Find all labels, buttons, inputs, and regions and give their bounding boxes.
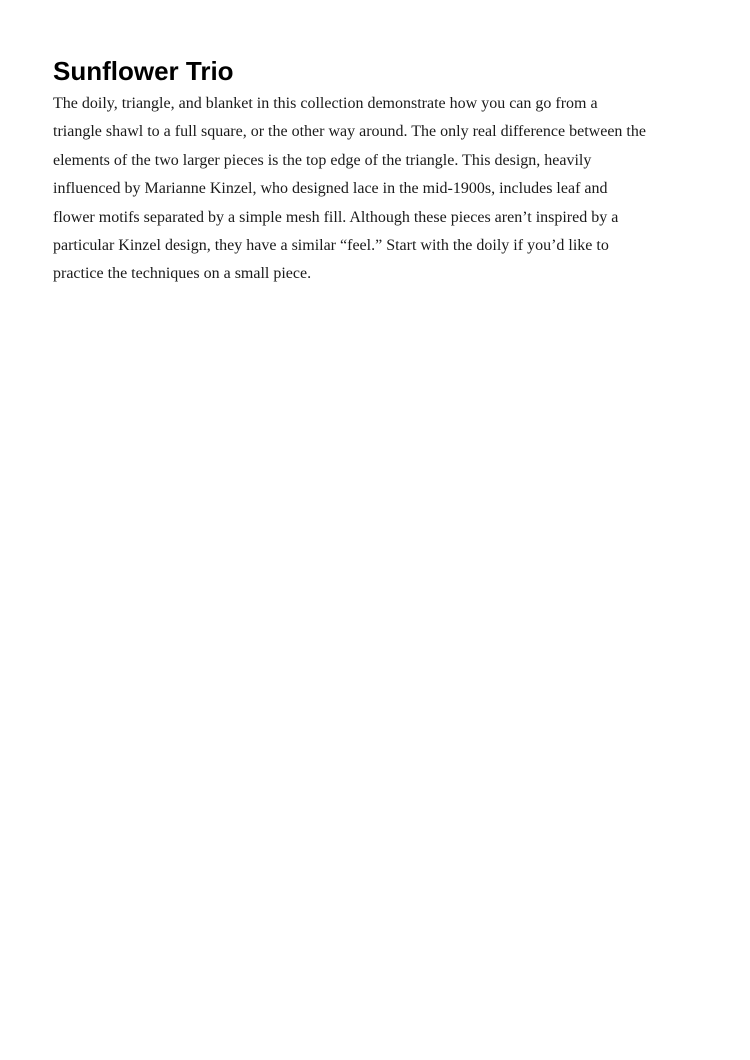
- paragraph-line: particular Kinzel design, they have a similar “feel.” Start with the doily if you’d like to: [53, 237, 609, 255]
- paragraph-line: influenced by Marianne Kinzel, who designed lace in the mid-1900s, includes leaf and: [53, 180, 608, 198]
- paragraph-line: elements of the two larger pieces is the top edge of the triangle. This design, heavily: [53, 151, 592, 169]
- paragraph-line: practice the techniques on a small piece.: [53, 265, 312, 283]
- paragraph-line: flower motifs separated by a simple mesh fill. Although these pieces aren’t inspired by a: [53, 208, 619, 226]
- page-title: Sunflower Trio: [53, 56, 234, 86]
- paragraph-line: triangle shawl to a full square, or the other way around. The only real difference between the: [53, 123, 646, 141]
- paragraph-line: The doily, triangle, and blanket in this collection demonstrate how you can go from a: [53, 95, 598, 112]
- intro-paragraph: [53, 90, 646, 289]
